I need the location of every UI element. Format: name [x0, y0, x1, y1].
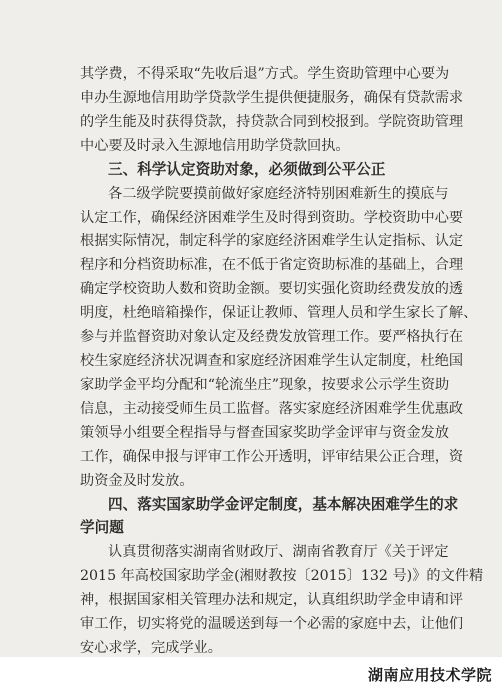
- body-line: 神，根据国家相关管理办法和规定，认真组织助学金申请和评: [80, 592, 464, 608]
- body-line: 认定工作，确保经济困难学生及时得到资助。学校资助中心要: [80, 210, 464, 226]
- body-line: 2015 年高校国家助学金(湘财教按〔2015〕132 号)》的文件精: [80, 568, 484, 584]
- body-line: 确定学校资助人数和资助金额。要切实强化资助经费发放的透: [80, 281, 464, 297]
- body-line: 申办生源地信用助学贷款学生提供便捷服务，确保有贷款需求: [80, 90, 464, 106]
- body-line: 根据实际情况，制定科学的家庭经济困难学生认定指标、认定: [80, 233, 464, 249]
- body-line: 明度，杜绝暗箱操作，保证让教师、管理人员和学生家长了解、: [80, 305, 478, 321]
- body-line: 认真贯彻落实湖南省财政厅、湖南省教育厅《关于评定: [108, 544, 449, 560]
- body-line: 各二级学院要摸前做好家庭经济特别困难新生的摸底与: [108, 186, 449, 202]
- section-heading: 四、落实国家助学金评定制度，基本解决困难学生的求: [108, 496, 459, 513]
- body-line: 安心求学，完成学业。: [80, 640, 222, 656]
- body-line: 校生家庭经济状况调查和家庭经济困难学生认定制度，杜绝国: [80, 353, 464, 369]
- body-line: 助资金及时发放。: [80, 473, 194, 489]
- body-line: 审工作，切实将党的温暖送到每一个必需的家庭中去，让他们: [80, 616, 464, 632]
- body-line: 的学生能及时获得贷款，持贷款合同到校报到。学院资助管理: [80, 114, 464, 130]
- section-heading-continued: 学问题: [80, 519, 124, 536]
- body-line: 参与并监督资助对象认定及经费发放管理工作。要严格执行在: [80, 329, 464, 345]
- body-line: 工作，确保申报与评审工作公开透明，评审结果公正合理，资: [80, 449, 464, 465]
- body-line: 其学费，不得采取“先收后退”方式。学生资助管理中心要为: [80, 66, 450, 82]
- body-line: 信息，主动接受师生员工监督。落实家庭经济困难学生优惠政: [80, 401, 464, 417]
- watermark-banner: [0, 657, 502, 691]
- body-line: 策领导小组要全程指导与督查国家奖助学金评审与资金发放: [80, 425, 449, 441]
- body-line: 程序和分档资助标准，在不低于省定资助标准的基础上，合理: [80, 257, 464, 273]
- body-line: 中心要及时录入生源地信用助学贷款回执。: [80, 138, 350, 154]
- section-heading: 三、科学认定资助对象，必须做到公平公正: [108, 161, 386, 178]
- watermark-text: 湖南应用技术学院: [367, 666, 492, 684]
- body-line: 家助学金平均分配和“轮流坐庄”现象，按要求公示学生资助: [80, 377, 450, 393]
